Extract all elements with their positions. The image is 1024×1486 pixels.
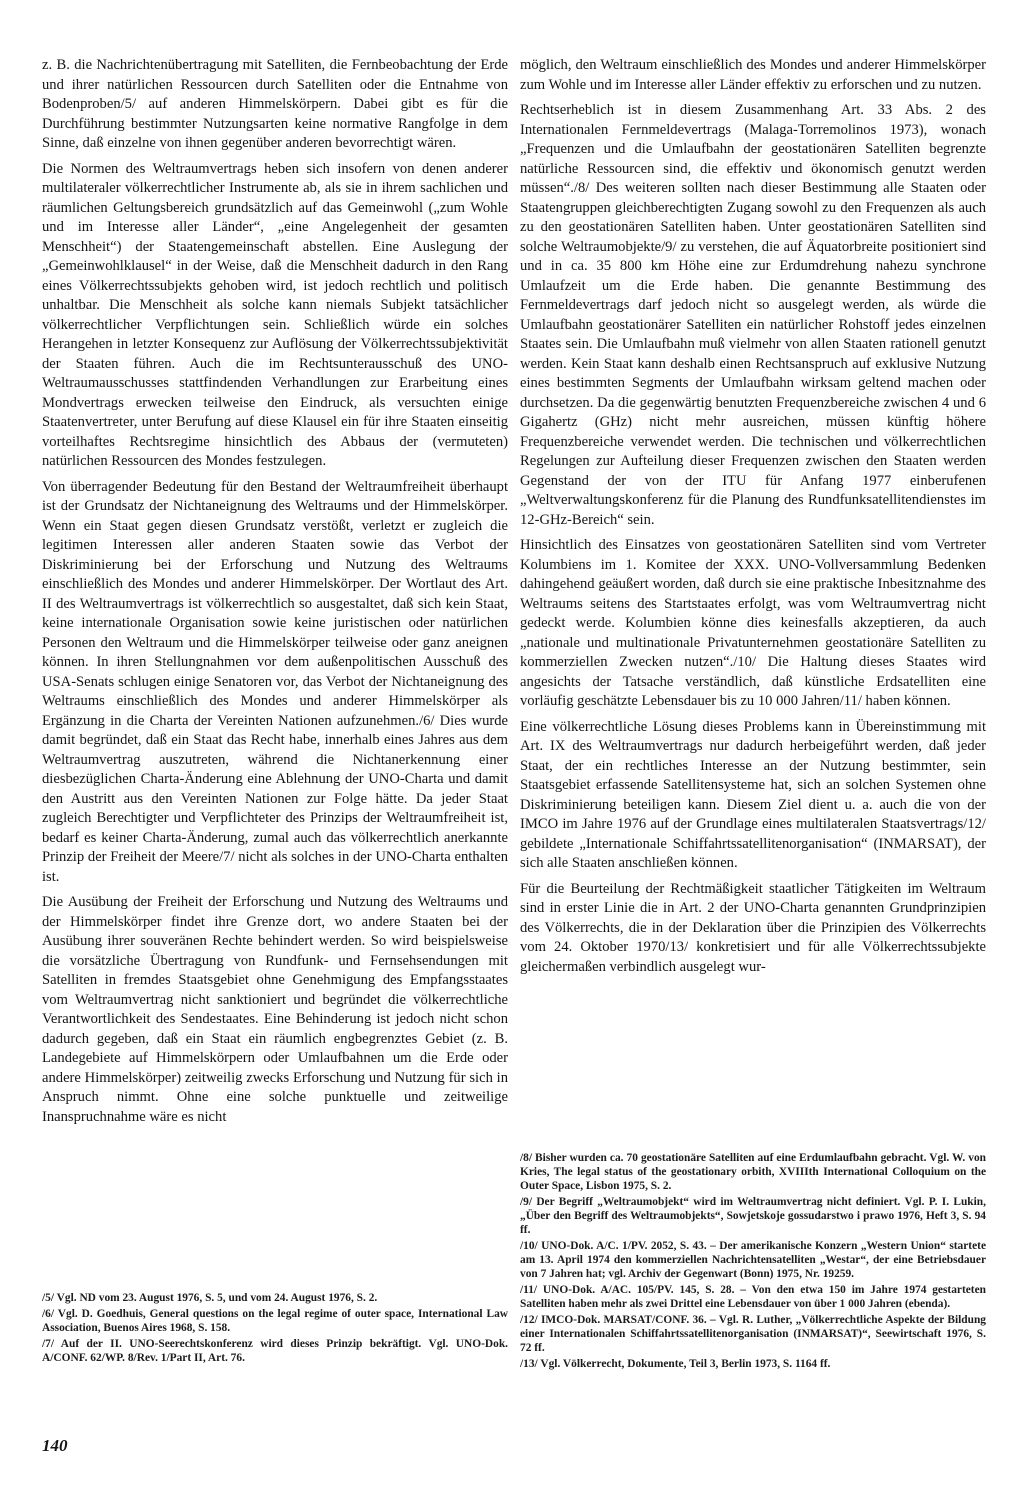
paragraph: z. B. die Nachrichtenübertragung mit Satelliten, die Fernbeobachtung der Erde und ihrer natürlichen Ressourcen durch Satelliten oder die Entnahme von Bodenproben/5/ auf anderen Himmelskörpern. Dabei gibt es für die Durchführung bestimmter Nutzungsarten keine normative Rangfolge in dem Sinne, daß einzelne von ihnen gegenüber anderen bevorrechtigt wären. [42,57,508,151]
paragraph: Die Normen des Weltraumvertrags heben sich insofern von denen anderer multilateraler völkerrechtlicher Instrumente ab, als sie in ihrem sachlichen und räumlichen Geltungsbereich grundsätzlich auf das Gemeinwohl („zum Wohle und im Interesse aller Länder“, „eine Angelegenheit der gesamten Menschheit“) der Staatengemeinschaft abstellen. Eine Auslegung der „Gemeinwohlklausel“ in der Weise, daß die Menschheit dadurch in den Rang eines Völkerrechtssubjekts gehoben wird, ist jedoch rechtlich und politisch unhaltbar. Die Menschheit als solche kann niemals Subjekt tatsächlicher völkerrechtlicher Verpflichtungen sein. Schließlich würde ein solches Herangehen in letzter Konsequenz zur Auflösung der Völkerrechtssubjektivität der Staaten führen. Auch die im Rechtsunterausschuß des UNO-Weltraumausschusses stattfindenden Verhandlungen zur Erarbeitung eines Mondvertrags erwecken teilweise den Eindruck, als versuchten einige Staatenvertreter, unter Berufung auf diese Klausel ein für ihre Staaten einseitig vorteilhaftes Rechtsregime hinsichtlich des Abbaus der (vermuteten) natürlichen Ressourcen des Mondes festzulegen. [42,160,508,469]
footnotes-right [520,1151,986,1373]
footnote: /5/ Vgl. ND vom 23. August 1976, S. 5, und vom 24. August 1976, S. 2. [42,1292,378,1304]
page-number: 140 [42,1436,68,1455]
footnotes-left [42,1291,508,1367]
paragraph: Von überragender Bedeutung für den Bestand der Weltraumfreiheit überhaupt ist der Grundsatz der Nichtaneignung des Weltraums und der Himmelskörper. Wenn ein Staat gegen diesen Grundsatz verstößt, verletzt er zugleich die legitimen Interessen aller anderen Staaten sowie das Verbot der Diskriminierung bei der Erforschung und Nutzung des Weltraums einschließlich des Mondes und anderer Himmelskörper. Der Wortlaut des Art. II des Weltraumvertrags ist völkerrechtlich so ausgestaltet, daß sich kein Staat, keine internationale Organisation sowie keine juristischen oder natürlichen Personen den Weltraum und die Himmelskörper teilweise oder ganz aneignen können. In ihren Stellungnahmen vor dem außenpolitischen Ausschuß des USA-Senats schlugen einige Senatoren vor, das Verbot der Nichtaneignung des Weltraums einschließlich des Mondes und anderer Himmelskörper als Ergänzung in die Charta der Vereinten Nationen aufzunehmen./6/ Dies wurde damit begründet, daß ein Staat das Recht habe, innerhalb eines Jahres aus dem Weltraumvertrag auszutreten, während die Nichtanerkennung einer diesbezüglichen Charta-Änderung eine Ablehnung der UNO-Charta und damit den Austritt aus den Vereinten Nationen zur Folge hätte. Da jeder Staat zugleich Berechtigter und Verpflichteter des Prinzips der Weltraumfreiheit ist, bedarf es keiner Charta-Änderung, zumal auch das völkerrechtlich anerkannte Prinzip der Freiheit der Meere/7/ nicht als solches in der UNO-Charta enthalten ist. [42,478,508,885]
paragraph: Hinsichtlich des Einsatzes von geostationären Satelliten sind vom Vertreter Kolumbiens im 1. Komitee der XXX. UNO-Vollversammlung Bedenken dahingehend geäußert worden, daß durch sie eine praktische Inbesitznahme des Weltraums seitens des Startstaates erfolgt, was vom Weltraumvertrag nicht gedeckt werde. Kolumbien könne dies keinesfalls akzeptieren, da auch „nationale und multinationale Privatunternehmen geostationäre Satelliten zu kommerziellen Zwecken nutzen“./10/ Die Haltung dieses Staates wird angesichts der Tatsache verständlich, daß künstliche Erdsatelliten eine vorläufig geschätzte Lebensdauer bis zu 10 000 Jahren/11/ haben können. [520,537,986,709]
footnote: /12/ IMCO-Dok. MARSAT/CONF. 36. – Vgl. R. Luther, „Völkerrechtliche Aspekte der Bildung einer Internationalen Schiffahrtssatellitenorganisation (INMARSAT)“, Seewirtschaft 1976, S. 72 ff. [520,1314,986,1354]
footnote: /11/ UNO-Dok. A/AC. 105/PV. 145, S. 28. – Von den etwa 150 im Jahre 1974 gestarteten Satelliten haben mehr als zwei Drittel eine Lebensdauer von über 1 000 Jahren (ebenda). [520,1284,986,1310]
paragraph: Für die Beurteilung der Rechtmäßigkeit staatlicher Tätigkeiten im Weltraum sind in erster Linie die in Art. 2 der UNO-Charta genannten Grundprinzipien des Völkerrechts, die in der Deklaration über die Prinzipien des Völkerrechts vom 24. Oktober 1970/13/ konkretisiert und für alle Völkerrechtssubjekte gleichermaßen verbindlich ausgelegt wur- [520,880,986,975]
left-column [42,56,508,1133]
footnote: /13/ Vgl. Völkerrecht, Dokumente, Teil 3, Berlin 1973, S. 1164 ff. [520,1358,831,1370]
footnote: /7/ Auf der II. UNO-Seerechtskonferenz wird dieses Prinzip bekräftigt. Vgl. UNO-Dok. A/CONF. 62/WP. 8/Rev. 1/Part II, Art. 76. [42,1338,508,1364]
footnote: /8/ Bisher wurden ca. 70 geostationäre Satelliten auf eine Erdumlaufbahn gebracht. Vgl. W. von Kries, The legal status of the geostationary orbith, XVIIIth International Colloquium on the Outer Space, Lisbon 1975, S. 2. [520,1152,986,1192]
paragraph: Eine völkerrechtliche Lösung dieses Problems kann in Übereinstimmung mit Art. IX des Weltraumvertrags nur dadurch herbeigeführt werden, daß jeder Staat, der ein rechtliches Interesse an der Nutzung bestimmter, sein Staatsgebiet erfassende Satellitensysteme hat, sich an solchen Systemen ohne Diskriminierung beteiligen kann. Diesem Ziel dient u. a. auch die von der IMCO im Jahre 1976 auf der Grundlage eines multilateralen Staatsvertrags/12/ gebildete „Internationale Schiffahrtssatellitenorganisation“ (INMARSAT), der sich alle Staaten anschließen können. [520,718,986,871]
paragraph: Die Ausübung der Freiheit der Erforschung und Nutzung des Weltraums und der Himmelskörper findet ihre Grenze dort, wo andere Staaten bei der Ausübung ihrer souveränen Rechte behindert werden. So wird beispielsweise die vorsätzliche Übertragung von Rundfunk- und Fernsehsendungen mit Satelliten in fremdes Staatsgebiet ohne Genehmigung des Empfangsstaates vom Weltraumvertrag nicht sanktioniert und begründet die völkerrechtliche Verantwortlichkeit des Sendestaates. Eine Behinderung ist jedoch nicht schon dadurch gegeben, daß ein Staat ein räumlich engbegrenztes Gebiet (z. B. Landegebiete auf Himmelskörpern oder Umlaufbahnen um die Erde oder andere Himmelskörper) zeitweilig zwecks Erforschung und Nutzung für sich in Anspruch nimmt. Ohne eine solche punktuelle und zeitweilige Inanspruchnahme wäre es nicht [42,894,508,1125]
footnote: /10/ UNO-Dok. A/C. 1/PV. 2052, S. 43. – Der amerikanische Konzern „Western Union“ startete am 13. April 1974 den kommerziellen Nachrichtensatelliten „Westar“, der eine Betriebsdauer von 7 Jahren hat; vgl. Archiv der Gegenwart (Bonn) 1975, Nr. 19259. [520,1240,986,1280]
footnote: /6/ Vgl. D. Goedhuis, General questions on the legal regime of outer space, International Law Association, Buenos Aires 1968, S. 158. [42,1308,508,1334]
right-column [520,56,986,983]
paragraph: möglich, den Weltraum einschließlich des Mondes und anderer Himmelskörper zum Wohle und im Interesse aller Länder effektiv zu erforschen und zu nutzen. [520,57,986,93]
paragraph: Rechtserheblich ist in diesem Zusammenhang Art. 33 Abs. 2 des Internationalen Fernmeldevertrags (Malaga-Torremolinos 1973), wonach „Frequenzen und die Umlaufbahn der geostationären Satelliten begrenzte natürliche Ressourcen sind, die effektiv und ökonomisch genutzt werden müssen“./8/ Des weiteren sollten nach dieser Bestimmung alle Staaten oder Staatengruppen gleichberechtigten Zugang sowohl zu den Frequenzen als auch zu den geostationären Satelliten haben. Unter geostationären Satelliten sind solche Weltraumobjekte/9/ zu verstehen, die auf Äquatorbreite positioniert sind und in ca. 35 800 km Höhe eine zur Erdumdrehung nahezu synchrone Umlaufzeit um die Erde haben. Die genannte Bestimmung des Fernmeldevertrags darf jedoch nicht so ausgelegt werden, als würde die Umlaufbahn geostationärer Satelliten ein natürlicher Rohstoff jedes einzelnen Staates sein. Die Umlaufbahn muß vielmehr von allen Staaten rationell genutzt werden. Kein Staat kann deshalb einen Rechtsanspruch auf exklusive Nutzung eines bestimmten Segments der Umlaufbahn wirksam geltend machen oder durchsetzen. Da die gegenwärtig benutzten Frequenzbereiche zwischen 4 und 6 Gigahertz (GHz) nicht mehr ausreichen, müssen künftig höhere Frequenzbereiche verwendet werden. Die technischen und völkerrechtlichen Regelungen zur Aufteilung dieser Frequenzen zwischen den Staaten werden Gegenstand der von der ITU für Anfang 1977 einberufenen „Weltverwaltungskonferenz für die Planung des Rundfunksatellitendienstes im 12-GHz-Bereich“ sein. [520,102,986,528]
footnote: /9/ Der Begriff „Weltraumobjekt“ wird im Weltraumvertrag nicht definiert. Vgl. P. I. Lukin, „Über den Begriff des Weltraumobjekts“, Sowjetskoje gossudarstwo i prawo 1976, Heft 3, S. 94 ff. [520,1196,986,1236]
